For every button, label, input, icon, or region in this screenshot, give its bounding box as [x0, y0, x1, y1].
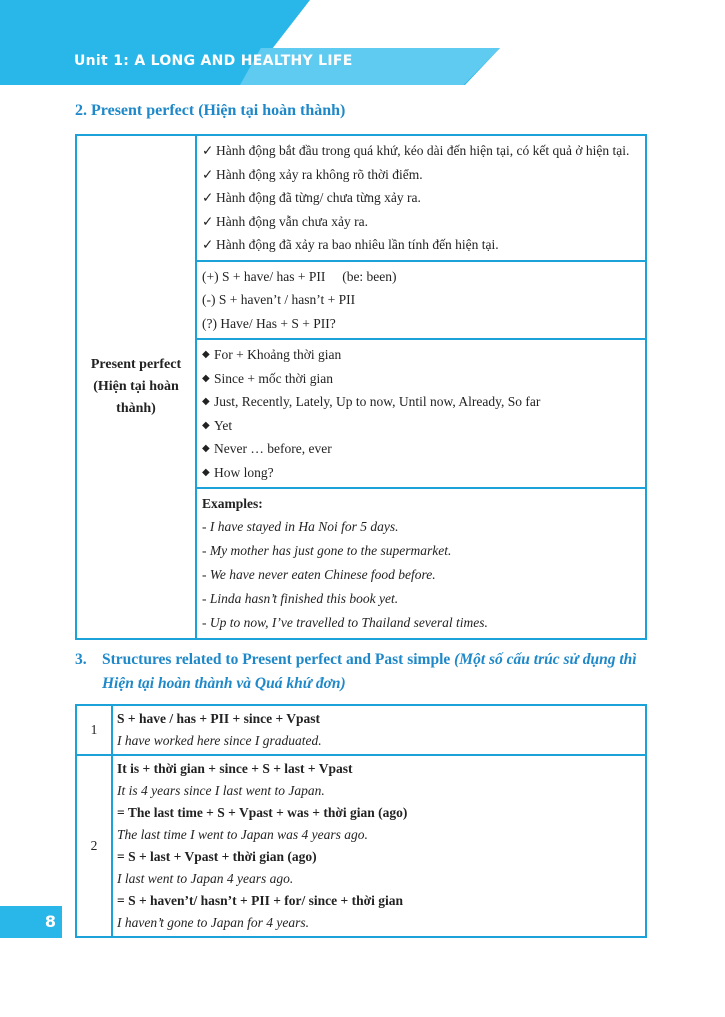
- present-perfect-table: [75, 134, 647, 640]
- structure-example: I have worked here since I graduated.: [117, 733, 322, 748]
- checkmark-icon: ✓: [202, 190, 214, 205]
- diamond-bullet-icon: ◆: [202, 372, 210, 384]
- signal-word-text: Yet: [214, 417, 233, 433]
- diamond-bullet-icon: ◆: [202, 419, 210, 431]
- tense-label-line2: (Hiện tại hoàn: [93, 379, 179, 394]
- example-sentence: - I have stayed in Ha Noi for 5 days.: [202, 519, 399, 534]
- usage-item: [202, 139, 640, 163]
- section3-title: Structures related to Present perfect and Past simple: [102, 651, 451, 668]
- signal-word-item: [202, 343, 640, 367]
- usage-item: [202, 186, 640, 210]
- page-number: 8: [44, 912, 56, 931]
- header-banner: [0, 0, 725, 85]
- usage-list: [202, 139, 640, 257]
- example-sentence: - We have never eaten Chinese food before.: [202, 567, 436, 582]
- form-list: [202, 265, 640, 336]
- usage-cell: [196, 135, 646, 261]
- examples-title: Examples:: [202, 496, 263, 511]
- structure-number: 1: [76, 705, 112, 755]
- signal-word-text: For + Khoảng thời gian: [214, 347, 342, 362]
- unit-title: Unit 1: A LONG AND HEALTHY LIFE: [74, 53, 353, 69]
- structure-formula: = S + haven’t/ hasn’t + PII + for/ since + thời gian: [117, 893, 403, 908]
- tense-label-cell: [76, 135, 196, 639]
- signal-word-item: [202, 367, 640, 391]
- structure-formula: It is + thời gian + since + S + last + Vpast: [117, 761, 353, 776]
- usage-text: Hành động đã xảy ra bao nhiêu lần tính đến hiện tại.: [216, 237, 499, 252]
- section3-heading: [75, 648, 655, 696]
- structure-example: It is 4 years since I last went to Japan.: [117, 783, 325, 798]
- structure-number: 2: [76, 755, 112, 937]
- usage-text: Hành động bắt đầu trong quá khứ, kéo dài đến hiện tại, có kết quả ở hiện tại.: [216, 143, 630, 158]
- banner-shape-top: [0, 0, 310, 48]
- example-sentence: - Up to now, I’ve travelled to Thailand several times.: [202, 615, 488, 630]
- structure-example: I last went to Japan 4 years ago.: [117, 871, 294, 886]
- signal-word-text: Never … before, ever: [214, 441, 332, 456]
- section3-number: 3.: [75, 651, 87, 668]
- structure-example: The last time I went to Japan was 4 years ago.: [117, 827, 368, 842]
- section3-title-vi: (Một số cấu trúc sử dụng thì Hiện tại hoàn thành và Quá khứ đơn): [102, 651, 637, 692]
- signal-words-cell: [196, 339, 646, 488]
- diamond-bullet-icon: ◆: [202, 466, 210, 478]
- usage-item: [202, 163, 640, 187]
- examples-cell: [196, 488, 646, 639]
- usage-text: Hành động vẫn chưa xảy ra.: [216, 213, 369, 229]
- signal-words-list: [202, 343, 640, 484]
- checkmark-icon: ✓: [202, 166, 214, 182]
- checkmark-icon: ✓: [202, 143, 214, 158]
- diamond-bullet-icon: ◆: [202, 396, 210, 407]
- usage-text: Hành động xảy ra không rõ thời điểm.: [216, 166, 423, 182]
- checkmark-icon: ✓: [202, 237, 214, 252]
- example-sentence: - My mother has just gone to the supermarket.: [202, 543, 452, 558]
- usage-item: [202, 233, 640, 257]
- signal-word-text: How long?: [214, 464, 274, 480]
- page-number-tab: [0, 906, 62, 938]
- form-line: (?) Have/ Has + S + PII?: [202, 315, 336, 331]
- usage-item: [202, 210, 640, 234]
- checkmark-icon: ✓: [202, 213, 214, 229]
- structure-formula: S + have / has + PII + since + Vpast: [117, 711, 321, 726]
- diamond-bullet-icon: ◆: [202, 349, 210, 360]
- structure-example: I haven’t gone to Japan for 4 years.: [117, 915, 309, 930]
- form-line: (+) S + have/ has + PII (be: been): [202, 268, 397, 284]
- signal-word-text: Just, Recently, Lately, Up to now, Until now, Already, So far: [214, 394, 541, 409]
- signal-word-item: [202, 390, 640, 414]
- example-sentence: - Linda hasn’t finished this book yet.: [202, 591, 399, 606]
- signal-word-item: [202, 437, 640, 461]
- tense-label-line3: thành): [116, 401, 156, 416]
- form-cell: [196, 261, 646, 340]
- structures-table: [75, 704, 647, 938]
- signal-word-text: Since + mốc thời gian: [214, 370, 333, 386]
- structure-content: [112, 755, 646, 937]
- structure-formula: = S + last + Vpast + thời gian (ago): [117, 849, 317, 864]
- signal-word-item: [202, 461, 640, 485]
- usage-text: Hành động đã từng/ chưa từng xảy ra.: [216, 190, 421, 205]
- form-line: (-) S + haven’t / hasn’t + PII: [202, 292, 356, 307]
- examples-list: [202, 515, 640, 635]
- signal-word-item: [202, 414, 640, 438]
- structure-formula: = The last time + S + Vpast + was + thời gian (ago): [117, 805, 408, 820]
- structure-row: [76, 755, 646, 937]
- structure-content: [112, 705, 646, 755]
- structure-row: [76, 705, 646, 755]
- diamond-bullet-icon: ◆: [202, 443, 210, 454]
- tense-label-line1: Present perfect: [90, 357, 182, 372]
- section2-title: 2. Present perfect (Hiện tại hoàn thành): [75, 102, 346, 119]
